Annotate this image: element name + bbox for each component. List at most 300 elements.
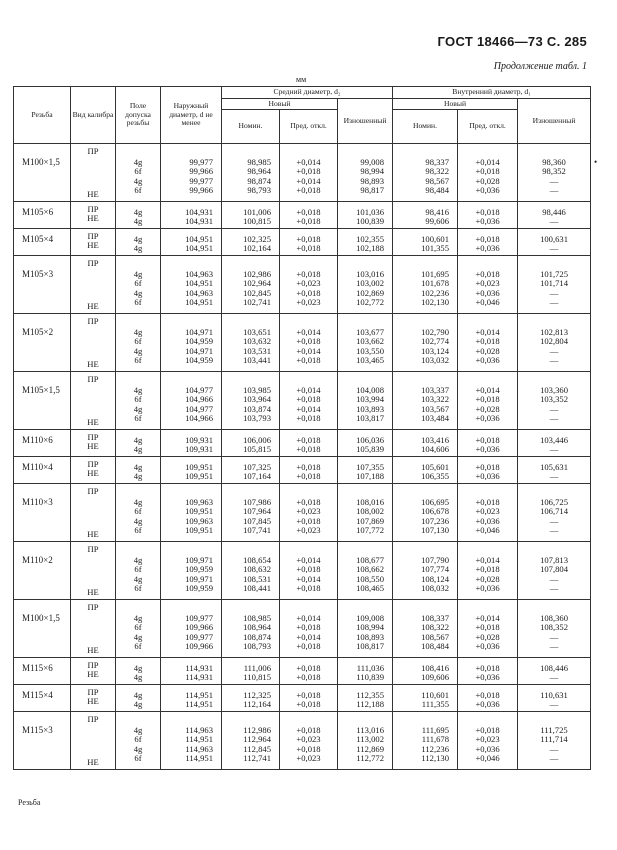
- thread-cell: М115×6: [14, 658, 71, 685]
- tolerance-field-value: 6f: [134, 524, 142, 535]
- d2-deviation-value: +0,014: [296, 555, 321, 566]
- col-d2-new: Новый: [222, 98, 338, 110]
- d1-deviation-value: +0,036: [475, 184, 500, 195]
- gauge-type: ПР: [87, 687, 99, 698]
- d2-worn-cell: [338, 712, 393, 770]
- d2-deviation-value: +0,014: [296, 613, 321, 624]
- d2-worn-value: 102,188: [356, 243, 385, 254]
- tolerance-field-value: 4g: [133, 287, 143, 298]
- tolerance-field-value: 6f: [134, 622, 142, 633]
- outer-diameter-value: 104,931: [185, 207, 213, 218]
- d2-nominal-value: 103,985: [243, 385, 271, 396]
- d1-deviation-cell: [458, 658, 518, 685]
- d1-nominal-value: 103,032: [421, 354, 450, 365]
- tolerance-field-cell: [116, 600, 161, 658]
- col-tolerance-field: Поле допуска резьбы: [116, 87, 161, 144]
- d1-nominal-value: 108,416: [421, 663, 450, 674]
- d2-nominal-cell: [222, 600, 280, 658]
- d1-worn-cell: [518, 144, 591, 202]
- tolerance-field-value: 6f: [134, 734, 142, 745]
- thread-gauge-table: [13, 86, 591, 772]
- gauge-type: ПР: [87, 602, 99, 613]
- d1-worn-value: 101,725: [540, 269, 569, 280]
- d2-deviation-cell: [280, 144, 338, 202]
- tolerance-field-value: 4g: [133, 663, 143, 674]
- tolerance-field-value: 4g: [133, 269, 143, 280]
- d2-deviation-cell: [280, 600, 338, 658]
- gauge-type: ПР: [87, 544, 99, 555]
- d2-worn-value: 108,465: [356, 582, 385, 593]
- d1-deviation-value: +0,018: [475, 394, 500, 405]
- d1-worn-value: —: [549, 403, 559, 414]
- d2-nominal-value: 112,164: [243, 699, 271, 710]
- d1-nominal-value: 98,484: [425, 184, 450, 195]
- d2-nominal-cell: [222, 314, 280, 372]
- d2-worn-value: 108,893: [356, 631, 385, 642]
- d2-worn-cell: [338, 144, 393, 202]
- d1-nominal-value: 101,678: [421, 278, 450, 289]
- tolerance-field-cell: [116, 542, 161, 600]
- d2-worn-value: 113,016: [356, 725, 385, 736]
- d1-nominal-value: 107,774: [421, 564, 450, 575]
- outer-diameter-cell: [161, 658, 222, 685]
- d2-worn-value: 112,355: [356, 690, 385, 701]
- d1-nominal-cell: [393, 229, 458, 256]
- d2-nominal-value: 107,845: [243, 515, 271, 526]
- d2-worn-value: 107,772: [356, 524, 385, 535]
- thread-cell: М105×6: [14, 202, 71, 229]
- d2-worn-value: 109,008: [356, 613, 385, 624]
- table-row: [14, 542, 591, 600]
- outer-diameter-cell: [161, 685, 222, 712]
- d2-nominal-cell: [222, 144, 280, 202]
- d2-deviation-value: +0,018: [296, 690, 321, 701]
- table-row: [14, 712, 591, 770]
- tolerance-field-value: 6f: [134, 564, 142, 575]
- d1-worn-value: —: [549, 175, 559, 186]
- table-row: [14, 202, 591, 229]
- gauge-type-cell: [71, 430, 116, 457]
- d2-worn-cell: [338, 430, 393, 457]
- col-d2-nominal: Номин.: [222, 110, 280, 144]
- d1-worn-value: —: [549, 216, 559, 227]
- d2-deviation-value: +0,014: [296, 573, 321, 584]
- gauge-type: НЕ: [87, 586, 99, 597]
- tolerance-field-cell: [116, 229, 161, 256]
- d2-deviation-cell: [280, 314, 338, 372]
- tolerance-field-value: 4g: [133, 690, 143, 701]
- outer-diameter-value: 114,951: [185, 690, 213, 701]
- d2-deviation-value: +0,014: [296, 631, 321, 642]
- d1-worn-value: —: [549, 524, 559, 535]
- d2-worn-value: 103,550: [356, 345, 385, 356]
- d1-worn-value: —: [549, 412, 559, 423]
- gauge-type: ПР: [87, 231, 99, 242]
- d2-worn-value: 112,772: [356, 752, 385, 763]
- outer-diameter-value: 109,931: [185, 435, 213, 446]
- d1-deviation-value: +0,018: [475, 166, 500, 177]
- d2-worn-value: 107,869: [356, 515, 385, 526]
- d1-deviation-value: +0,046: [475, 296, 500, 307]
- d2-deviation-value: +0,018: [296, 725, 321, 736]
- d2-worn-value: 102,869: [356, 287, 385, 298]
- outer-diameter-value: 104,963: [185, 287, 213, 298]
- d2-deviation-value: +0,018: [296, 622, 321, 633]
- outer-diameter-cell: [161, 202, 222, 229]
- d2-deviation-value: +0,014: [296, 175, 321, 186]
- d2-deviation-value: +0,014: [296, 157, 321, 168]
- outer-diameter-value: 109,966: [185, 640, 213, 651]
- d2-nominal-value: 103,531: [243, 345, 271, 356]
- gauge-type: НЕ: [87, 188, 99, 199]
- d2-deviation-cell: [280, 372, 338, 430]
- d2-deviation-value: +0,018: [296, 412, 321, 423]
- outer-diameter-value: 109,959: [185, 582, 213, 593]
- tolerance-field-value: 4g: [133, 462, 143, 473]
- thread-cell: М115×4: [14, 685, 71, 712]
- tolerance-field-value: 4g: [133, 157, 143, 168]
- d1-worn-cell: [518, 600, 591, 658]
- d1-worn-value: —: [549, 573, 559, 584]
- outer-diameter-value: 109,977: [185, 631, 213, 642]
- d1-worn-cell: [518, 430, 591, 457]
- d2-worn-value: 108,662: [356, 564, 385, 575]
- d1-nominal-cell: [393, 484, 458, 542]
- d1-worn-value: —: [549, 444, 559, 455]
- gauge-type: ПР: [87, 204, 99, 215]
- d2-deviation-cell: [280, 256, 338, 314]
- d1-nominal-value: 106,678: [421, 506, 450, 517]
- d2-deviation-cell: [280, 685, 338, 712]
- d1-nominal-cell: [393, 685, 458, 712]
- d2-deviation-value: +0,018: [296, 216, 321, 227]
- d1-deviation-cell: [458, 430, 518, 457]
- tolerance-field-value: 6f: [134, 166, 142, 177]
- d2-deviation-value: +0,018: [296, 394, 321, 405]
- d1-nominal-value: 101,695: [421, 269, 450, 280]
- d1-nominal-cell: [393, 144, 458, 202]
- d2-nominal-value: 103,793: [243, 412, 271, 423]
- d1-nominal-cell: [393, 314, 458, 372]
- d1-worn-cell: [518, 542, 591, 600]
- d1-nominal-value: 108,124: [421, 573, 450, 584]
- d1-nominal-cell: [393, 712, 458, 770]
- d2-worn-value: 105,839: [356, 444, 385, 455]
- d1-worn-cell: [518, 658, 591, 685]
- outer-diameter-value: 99,977: [189, 157, 213, 168]
- outer-diameter-value: 104,951: [185, 234, 213, 245]
- d2-deviation-cell: [280, 229, 338, 256]
- tolerance-field-value: 4g: [133, 515, 143, 526]
- gauge-type-cell: [71, 144, 116, 202]
- gauge-type-cell: [71, 314, 116, 372]
- d2-deviation-value: +0,018: [296, 743, 321, 754]
- outer-diameter-value: 114,951: [185, 699, 213, 710]
- d2-worn-value: 108,817: [356, 640, 385, 651]
- d1-worn-cell: [518, 256, 591, 314]
- d1-nominal-value: 102,130: [421, 296, 450, 307]
- d2-worn-cell: [338, 256, 393, 314]
- d1-worn-cell: [518, 484, 591, 542]
- tolerance-field-value: 4g: [133, 207, 143, 218]
- col-d1-deviation: Пред. откл.: [458, 110, 518, 144]
- d2-worn-value: 107,188: [356, 471, 385, 482]
- d1-deviation-value: +0,023: [475, 734, 500, 745]
- d2-worn-value: 108,994: [356, 622, 385, 633]
- gauge-type-cell: [71, 457, 116, 484]
- table-row: [14, 600, 591, 658]
- d2-nominal-cell: [222, 484, 280, 542]
- d1-deviation-cell: [458, 229, 518, 256]
- gauge-type: ПР: [87, 714, 99, 725]
- d2-deviation-value: +0,018: [296, 184, 321, 195]
- d1-deviation-value: +0,018: [475, 269, 500, 280]
- gauge-type: НЕ: [87, 644, 99, 655]
- d2-worn-value: 107,355: [356, 462, 385, 473]
- d1-deviation-value: +0,036: [475, 515, 500, 526]
- d2-nominal-value: 102,964: [243, 278, 271, 289]
- thread-cell: М105×3: [14, 256, 71, 314]
- table-row: [14, 314, 591, 372]
- gauge-type: НЕ: [87, 240, 99, 251]
- d1-deviation-cell: [458, 685, 518, 712]
- outer-diameter-value: 104,977: [185, 385, 213, 396]
- d1-worn-value: —: [549, 699, 559, 710]
- tolerance-field-value: 4g: [133, 327, 143, 338]
- gauge-type-cell: [71, 202, 116, 229]
- d2-worn-value: 98,893: [360, 175, 385, 186]
- d2-nominal-value: 112,845: [243, 743, 271, 754]
- d1-deviation-value: +0,014: [475, 327, 500, 338]
- d2-nominal-cell: [222, 256, 280, 314]
- d1-nominal-value: 106,695: [421, 497, 450, 508]
- d1-nominal-value: 98,416: [425, 207, 450, 218]
- d1-deviation-value: +0,018: [475, 207, 500, 218]
- tolerance-field-cell: [116, 144, 161, 202]
- tolerance-field-cell: [116, 484, 161, 542]
- outer-diameter-value: 104,951: [185, 243, 213, 254]
- d1-deviation-value: +0,036: [475, 354, 500, 365]
- gauge-type: НЕ: [87, 756, 99, 767]
- tolerance-field-value: 6f: [134, 752, 142, 763]
- thread-cell: М110×3: [14, 484, 71, 542]
- outer-diameter-value: 109,951: [185, 524, 213, 535]
- tolerance-field-cell: [116, 314, 161, 372]
- d2-nominal-value: 108,632: [243, 564, 271, 575]
- outer-diameter-value: 104,977: [185, 403, 213, 414]
- d1-nominal-cell: [393, 202, 458, 229]
- d1-worn-cell: [518, 314, 591, 372]
- d1-nominal-value: 107,236: [421, 515, 450, 526]
- d2-nominal-cell: [222, 542, 280, 600]
- d1-worn-value: 111,725: [540, 725, 568, 736]
- d1-nominal-value: 98,567: [425, 175, 450, 186]
- gauge-type: НЕ: [87, 300, 99, 311]
- d1-worn-cell: [518, 372, 591, 430]
- outer-diameter-value: 109,971: [185, 555, 213, 566]
- d1-deviation-value: +0,018: [475, 725, 500, 736]
- d1-nominal-cell: [393, 542, 458, 600]
- col-d1-new: Новый: [393, 98, 518, 110]
- d2-nominal-cell: [222, 430, 280, 457]
- d2-deviation-value: +0,018: [296, 515, 321, 526]
- d2-deviation-value: +0,023: [296, 506, 321, 517]
- d2-deviation-value: +0,018: [296, 166, 321, 177]
- d2-deviation-value: +0,018: [296, 435, 321, 446]
- d2-nominal-value: 112,986: [243, 725, 271, 736]
- d2-deviation-cell: [280, 712, 338, 770]
- outer-diameter-cell: [161, 430, 222, 457]
- tolerance-field-cell: [116, 457, 161, 484]
- d2-worn-value: 102,772: [356, 296, 385, 307]
- tolerance-field-cell: [116, 202, 161, 229]
- outer-diameter-value: 109,971: [185, 573, 213, 584]
- outer-diameter-value: 109,963: [185, 497, 213, 508]
- tolerance-field-value: 4g: [133, 699, 143, 710]
- tolerance-field-value: 4g: [133, 555, 143, 566]
- margin-dot: •: [594, 157, 598, 167]
- d2-nominal-value: 102,986: [243, 269, 271, 280]
- outer-diameter-value: 109,977: [185, 613, 213, 624]
- footer-thread-label: Резьба: [18, 798, 41, 807]
- d1-nominal-value: 99,606: [425, 216, 450, 227]
- d2-worn-value: 103,662: [356, 336, 385, 347]
- gauge-type-cell: [71, 658, 116, 685]
- col-d2-deviation: Пред. откл.: [280, 110, 338, 144]
- d1-deviation-cell: [458, 372, 518, 430]
- col-thread: Резьба: [14, 87, 71, 144]
- d1-worn-value: 105,631: [540, 462, 569, 473]
- d2-deviation-value: +0,018: [296, 243, 321, 254]
- d1-deviation-cell: [458, 314, 518, 372]
- d2-deviation-cell: [280, 542, 338, 600]
- outer-diameter-cell: [161, 600, 222, 658]
- gauge-type: НЕ: [87, 213, 99, 224]
- d2-worn-value: 113,002: [356, 734, 385, 745]
- d1-deviation-value: +0,018: [475, 336, 500, 347]
- tolerance-field-value: 4g: [133, 573, 143, 584]
- d2-deviation-value: +0,018: [296, 462, 321, 473]
- gauge-type: ПР: [87, 258, 99, 269]
- d2-nominal-cell: [222, 372, 280, 430]
- gauge-type-cell: [71, 712, 116, 770]
- table-row: [14, 256, 591, 314]
- d2-nominal-value: 107,964: [243, 506, 271, 517]
- tolerance-field-value: 4g: [133, 672, 143, 683]
- tolerance-field-value: 6f: [134, 582, 142, 593]
- d1-deviation-value: +0,036: [475, 672, 500, 683]
- col-gauge-type: Вид калибра: [71, 87, 116, 144]
- tolerance-field-cell: [116, 712, 161, 770]
- outer-diameter-value: 114,963: [185, 725, 213, 736]
- outer-diameter-value: 104,951: [185, 296, 213, 307]
- d2-worn-value: 112,188: [356, 699, 385, 710]
- d1-deviation-value: +0,036: [475, 743, 500, 754]
- d1-worn-value: 102,804: [540, 336, 569, 347]
- tolerance-field-value: 6f: [134, 506, 142, 517]
- d1-nominal-value: 111,678: [421, 734, 450, 745]
- d2-worn-value: 103,817: [356, 412, 385, 423]
- d1-nominal-value: 108,322: [421, 622, 450, 633]
- outer-diameter-value: 104,971: [185, 327, 213, 338]
- d1-nominal-value: 108,032: [421, 582, 450, 593]
- d1-worn-cell: [518, 229, 591, 256]
- outer-diameter-value: 109,963: [185, 515, 213, 526]
- d1-deviation-cell: [458, 484, 518, 542]
- d1-deviation-value: +0,018: [475, 622, 500, 633]
- d1-nominal-value: 102,790: [421, 327, 450, 338]
- d1-worn-value: 107,813: [540, 555, 569, 566]
- tolerance-field-value: 4g: [133, 497, 143, 508]
- outer-diameter-cell: [161, 484, 222, 542]
- d1-nominal-value: 100,601: [421, 234, 450, 245]
- d2-worn-cell: [338, 685, 393, 712]
- d1-nominal-value: 108,567: [421, 631, 450, 642]
- tolerance-field-value: 6f: [134, 278, 142, 289]
- col-pitch-diameter: Средний диаметр, d₂: [222, 87, 393, 99]
- d1-nominal-value: 105,601: [421, 462, 450, 473]
- d2-deviation-value: +0,018: [296, 207, 321, 218]
- d2-worn-value: 104,008: [356, 385, 385, 396]
- table-row: [14, 658, 591, 685]
- outer-diameter-value: 114,931: [185, 663, 213, 674]
- d1-nominal-value: 112,236: [421, 743, 450, 754]
- d1-worn-value: 103,360: [540, 385, 569, 396]
- gauge-type-cell: [71, 484, 116, 542]
- d1-worn-value: —: [549, 471, 559, 482]
- d2-deviation-value: +0,023: [296, 524, 321, 535]
- tolerance-field-value: 4g: [133, 435, 143, 446]
- d2-nominal-cell: [222, 685, 280, 712]
- gauge-type: НЕ: [87, 358, 99, 369]
- d2-nominal-value: 106,006: [243, 435, 271, 446]
- d2-deviation-value: +0,018: [296, 497, 321, 508]
- d2-worn-value: 98,817: [360, 184, 385, 195]
- tolerance-field-value: 4g: [133, 234, 143, 245]
- outer-diameter-value: 114,951: [185, 752, 213, 763]
- d2-nominal-value: 111,006: [243, 663, 271, 674]
- outer-diameter-value: 104,966: [185, 394, 213, 405]
- d1-deviation-cell: [458, 256, 518, 314]
- col-outer-diameter: Наружный диаметр, d не менее: [161, 87, 222, 144]
- d1-worn-cell: [518, 685, 591, 712]
- d2-nominal-value: 107,986: [243, 497, 271, 508]
- d1-worn-value: 108,446: [540, 663, 569, 674]
- d2-deviation-value: +0,018: [296, 471, 321, 482]
- d2-deviation-value: +0,018: [296, 269, 321, 280]
- d1-deviation-value: +0,046: [475, 524, 500, 535]
- gauge-type: НЕ: [87, 696, 99, 707]
- d2-nominal-value: 102,325: [243, 234, 271, 245]
- tolerance-field-value: 6f: [134, 412, 142, 423]
- tolerance-field-value: 4g: [133, 444, 143, 455]
- d2-worn-value: 111,036: [356, 663, 385, 674]
- d2-nominal-cell: [222, 457, 280, 484]
- d1-nominal-value: 103,484: [421, 412, 450, 423]
- d2-nominal-cell: [222, 202, 280, 229]
- tolerance-field-value: 4g: [133, 385, 143, 396]
- thread-cell: М110×2: [14, 542, 71, 600]
- d1-nominal-value: 103,416: [421, 435, 450, 446]
- d1-worn-value: 98,360: [542, 157, 566, 168]
- gauge-type: НЕ: [87, 416, 99, 427]
- d2-nominal-value: 103,632: [243, 336, 271, 347]
- tolerance-field-value: 6f: [134, 296, 142, 307]
- d1-nominal-cell: [393, 430, 458, 457]
- d1-worn-value: 101,714: [540, 278, 569, 289]
- d1-deviation-value: +0,036: [475, 412, 500, 423]
- d2-worn-cell: [338, 457, 393, 484]
